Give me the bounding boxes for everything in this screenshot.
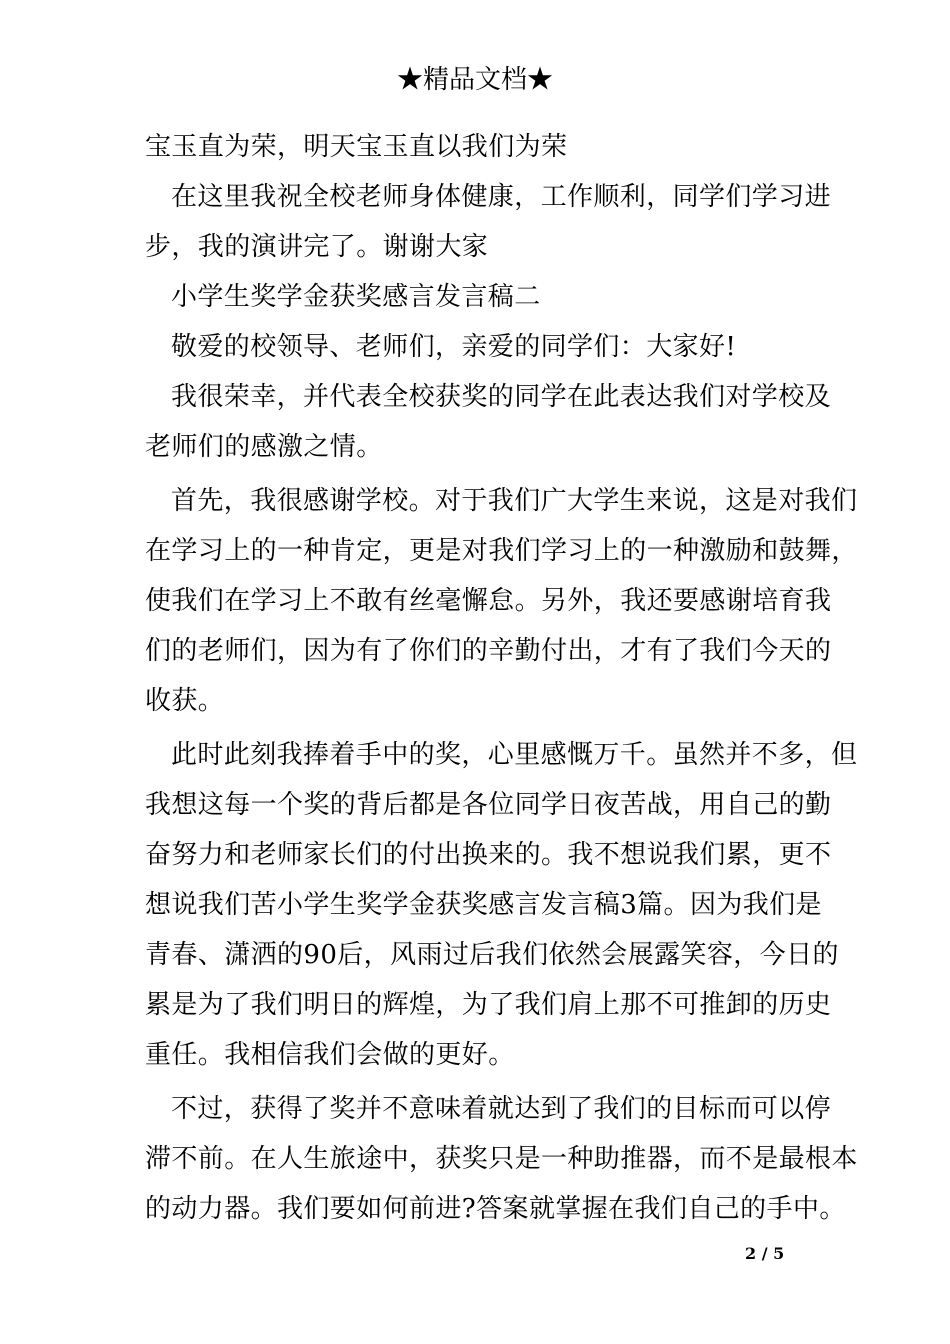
- text-line: 在这里我祝全校老师身体健康，工作顺利，同学们学习进: [171, 182, 832, 212]
- text-line: 奋努力和老师家长们的付出换来的。我不想说我们累，更不: [145, 840, 832, 870]
- text-line: 首先，我很感谢学校。对于我们广大学生来说，这是对我们: [171, 486, 858, 516]
- text-line: 我很荣幸，并代表全校获奖的同学在此表达我们对学校及: [171, 382, 832, 412]
- text-line: 宝玉直为荣，明天宝玉直以我们为荣: [145, 132, 568, 162]
- text-line: 滞不前。在人生旅途中，获奖只是一种助推器，而不是最根本: [145, 1144, 858, 1174]
- text-line: 累是为了我们明日的辉煌，为了我们肩上那不可推卸的历史: [145, 990, 832, 1020]
- text-line: 不过，获得了奖并不意味着就达到了我们的目标而可以停: [171, 1094, 832, 1124]
- salutation: 敬爱的校领导、老师们，亲爱的同学们：大家好!: [171, 332, 737, 362]
- text-line: 老师们的感激之情。: [145, 432, 383, 462]
- page-number: 2 / 5: [745, 1244, 785, 1263]
- text-line: 想说我们苦小学生奖学金获奖感言发言稿3篇。因为我们是: [145, 890, 822, 920]
- text-line: 青春、潇洒的90后，风雨过后我们依然会展露笑容，今日的: [145, 940, 839, 970]
- page-header-title: ★精品文档★: [396, 65, 553, 95]
- text-line: 此时此刻我捧着手中的奖，心里感慨万千。虽然并不多，但: [171, 740, 858, 770]
- text-line: 收获。: [145, 686, 225, 716]
- text-line: 使我们在学习上不敢有丝毫懈怠。另外，我还要感谢培育我: [145, 586, 832, 616]
- text-line: 步，我的演讲完了。谢谢大家: [145, 232, 489, 262]
- text-line: 重任。我相信我们会做的更好。: [145, 1040, 515, 1070]
- text-line: 们的老师们，因为有了你们的辛勤付出，才有了我们今天的: [145, 636, 832, 666]
- text-line: 我想这每一个奖的背后都是各位同学日夜苦战，用自己的勤: [145, 790, 832, 820]
- document-body: [145, 122, 858, 1234]
- section-heading: 小学生奖学金获奖感言发言稿二: [171, 282, 541, 312]
- text-line: 在学习上的一种肯定，更是对我们学习上的一种激励和鼓舞，: [145, 536, 858, 566]
- text-line: 的动力器。我们要如何前进?答案就掌握在我们自己的手中。: [145, 1194, 846, 1224]
